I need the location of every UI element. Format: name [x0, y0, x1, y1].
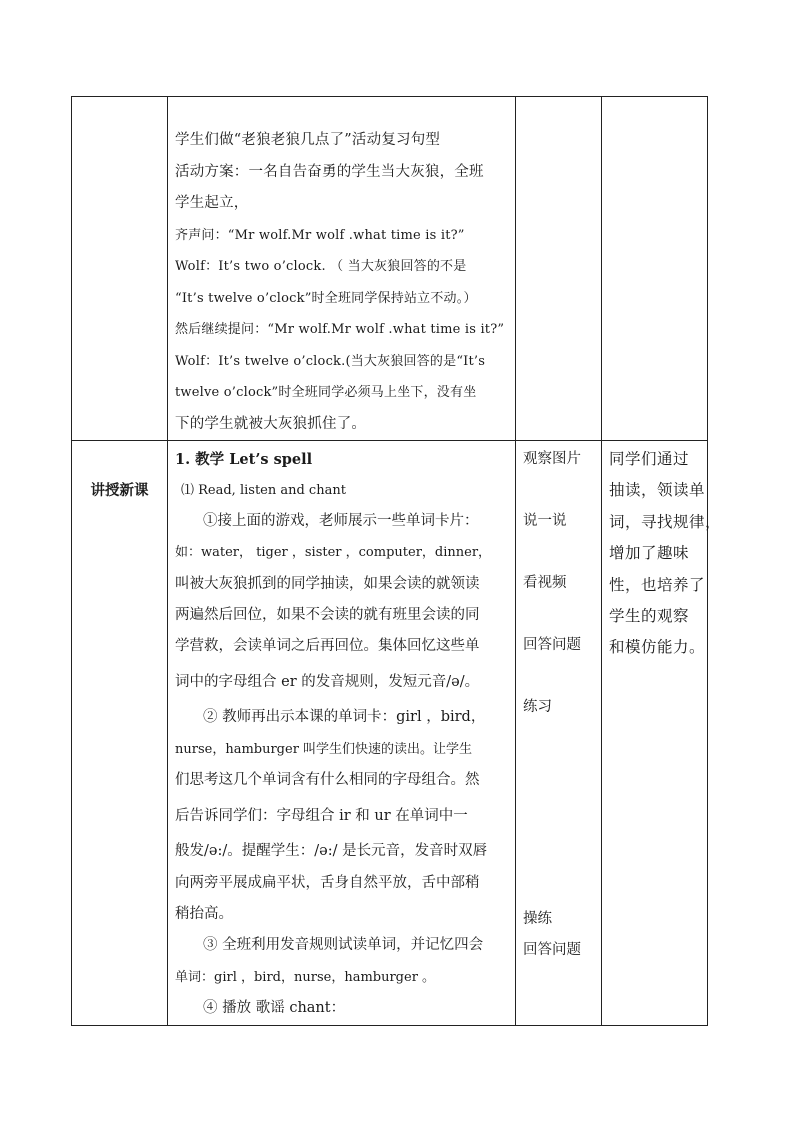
text-line: 两遍然后回位，如果不会读的就有班里会读的同	[175, 606, 480, 623]
text-line: 叫被大灰狼抓到的同学抽读，如果会读的就领读	[175, 575, 480, 592]
content-cell	[168, 97, 516, 441]
activity-item: 观察图片	[523, 451, 581, 467]
text-line: 性，也培养了	[609, 575, 706, 594]
activity-cell	[516, 441, 602, 1026]
text-line: 稍抬高。	[175, 905, 233, 922]
section-label-cell	[72, 441, 168, 1026]
purpose-cell	[602, 97, 708, 441]
text-line: nurse，hamburger 叫学生们快速的读出。让学生	[175, 741, 473, 757]
lesson-plan-table	[71, 96, 722, 1026]
text-line: 学生起立，	[175, 195, 249, 211]
text-line: 和模仿能力。	[609, 638, 706, 657]
content-cell	[168, 441, 516, 1026]
text-line: 同学们通过	[609, 450, 690, 468]
student-activities	[516, 441, 601, 997]
text-line: 活动方案：一名自告奋勇的学生当大灰狼，全班	[175, 163, 484, 180]
text-line: 向两旁平展成扁平状，舌身自然平放，舌中部稍	[175, 874, 480, 891]
text-line: 词中的字母组合 er 的发音规则，发短元音/ə/。	[175, 674, 480, 691]
text-line: Wolf：It’s two o’clock. （ 当大灰狼回答的不是	[175, 259, 467, 274]
text-line: 学生的观察	[609, 607, 690, 626]
text-line: 们思考这几个单词含有什么相同的字母组合。然	[175, 772, 480, 789]
text-line: ④ 播放 歌谣 chant：	[203, 999, 346, 1016]
section-label: 讲授新课	[90, 482, 149, 499]
text-line: ③ 全班利用发音规则试读单词，并记忆四会	[203, 937, 484, 954]
text-line: ①接上面的游戏，老师展示一些单词卡片：	[203, 513, 479, 529]
section-label-cell	[72, 97, 168, 441]
table-row	[72, 441, 708, 1026]
activity-item: 回答问题	[523, 942, 581, 958]
text-line: 词，寻找规律，	[609, 512, 722, 531]
text-line: 然后继续提问：“Mr wolf.Mr wolf .what time is it?”	[175, 322, 505, 337]
lesson-heading: 1. 教学 Let’s spell	[175, 451, 313, 468]
text-line: 下的学生就被大灰狼抓住了。	[175, 415, 367, 432]
text-line: 后告诉同学们：字母组合 ir 和 ur 在单词中一	[175, 808, 468, 825]
text-line: “It’s twelve o’clock”时全班同学保持站立不动。）	[175, 290, 477, 306]
activity-item: 看视频	[523, 575, 567, 591]
activity-cell	[516, 97, 602, 441]
text-line: 学营救，会读单词之后再回位。集体回忆这些单	[175, 638, 480, 655]
purpose-cell	[602, 441, 722, 1026]
table-row	[72, 97, 708, 441]
lets-spell-text	[168, 441, 515, 1024]
text-line: 齐声问：“Mr wolf.Mr wolf .what time is it?”	[175, 227, 465, 243]
text-line: 单词：girl ，bird，nurse，hamburger 。	[175, 969, 436, 985]
text-line: 学生们做“老狼老狼几点了”活动复习句型	[175, 132, 441, 148]
activity-item: 说一说	[523, 513, 567, 529]
text-line: Wolf：It’s twelve o’clock.(当大灰狼回答的是“It’s	[175, 353, 486, 369]
activity-item: 回答问题	[523, 637, 581, 653]
design-purpose	[602, 441, 722, 664]
text-line: 般发/ə:/。提醒学生：/ə:/ 是长元音，发音时双唇	[175, 843, 488, 860]
text-line: 抽读，领读单	[609, 481, 706, 500]
game-review-text	[168, 97, 515, 440]
lesson-subheading: ⑴ Read, listen and chant	[181, 483, 346, 498]
text-line: ② 教师再出示本课的单词卡：girl ，bird，	[203, 709, 486, 726]
activity-item: 操练	[523, 911, 552, 927]
text-line: 如：water， tiger ，sister ，computer，dinner，	[175, 545, 492, 561]
text-line: 增加了趣味	[609, 544, 690, 563]
text-line: twelve o’clock”时全班同学必须马上坐下，没有坐	[175, 385, 477, 400]
activity-item: 练习	[523, 699, 552, 715]
